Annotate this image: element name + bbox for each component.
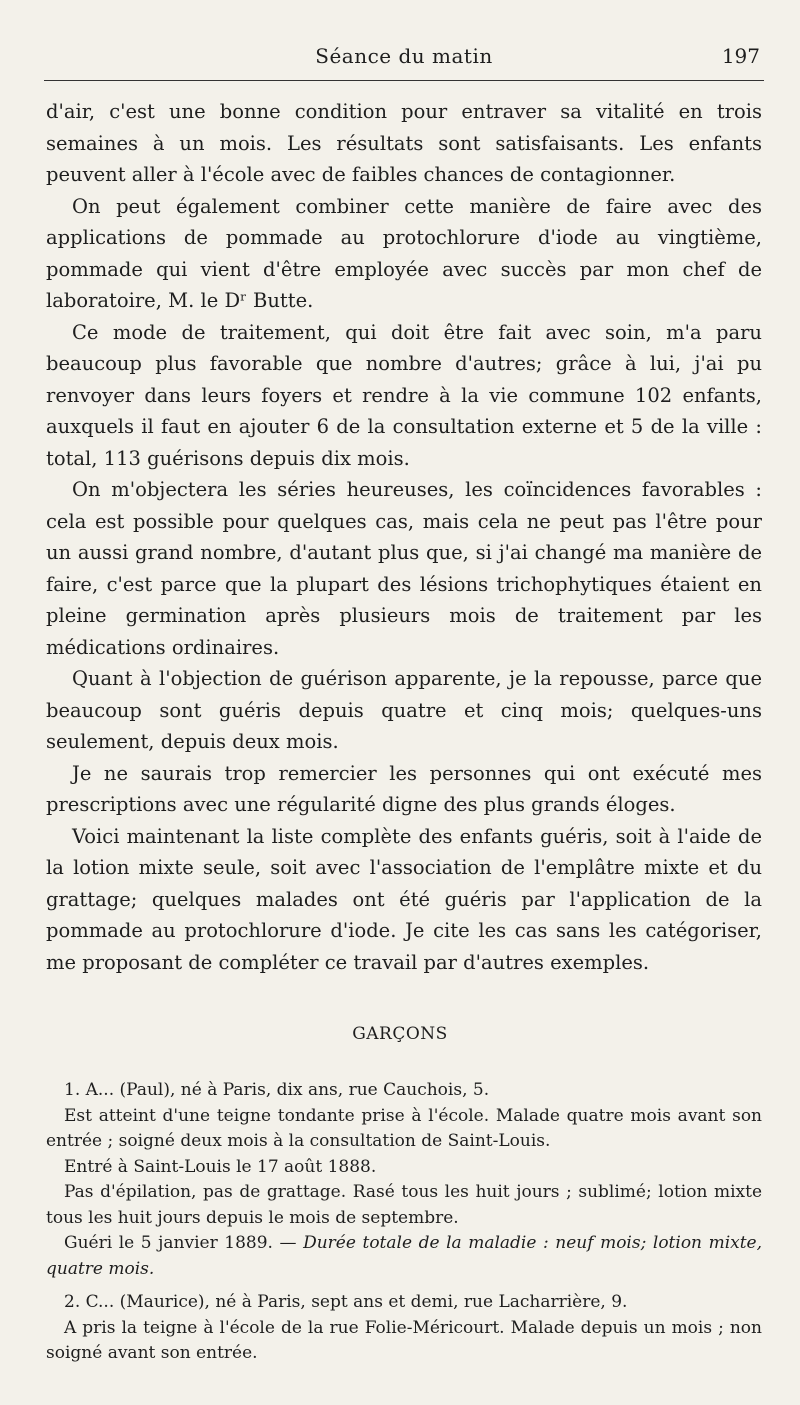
paragraph: Ce mode de traitement, qui doit être fait avec soin, m'a paru beaucoup plus favorable que nombre d'autres; grâce à lui, j'ai pu renvoyer dans leurs foyers et rendre à la vie commune 102 enfants, auxquels il faut en ajouter 6 de la consultation externe et 5 de la ville : total, 113 guérisons depuis dix mois. xyxy=(46,320,762,470)
paragraph: On peut également combiner cette manière de faire avec des applications de pommade au protochlorure d'iode au vingtième, pommade qui vient d'être employée avec succès par mon chef de laboratoire, M. le Dʳ Butte. xyxy=(46,194,762,312)
paragraph: Voici maintenant la liste complète des enfants guéris, soit à l'aide de la lotion mixte seule, soit avec l'association de l'emplâtre mixte et du grattage; quelques malades ont été guéris par l'application de la pommade au protochlorure d'iode. Je cite les cas sans les catégoriser, me proposant de compléter ce travail par d'autres exemples. xyxy=(46,824,762,974)
page-number: 197 xyxy=(721,44,760,68)
paragraph: d'air, c'est une bonne condition pour entraver sa vitalité en trois semaines à un mois. Les résultats sont satisfaisants. Les enfants peuvent aller à l'école avec de faibles chances de contagionner. xyxy=(46,100,762,186)
paragraph: On m'objectera les séries heureuses, les coïncidences favorables : cela est possible pour quelques cas, mais cela ne peut pas l'être pour un aussi grand nombre, d'autant plus que, si j'ai changé ma manière de faire, c'est parce que la plupart des lésions trichophytiques étaient en pleine germination après plusieurs mois de traitement par les médications ordinaires. xyxy=(46,478,762,659)
case-line: Entré à Saint-Louis le 17 août 1888. xyxy=(64,1156,377,1177)
case-line: A pris la teigne à l'école de la rue Folie-Méricourt. Malade depuis un mois ; non soigné avant son entrée. xyxy=(46,1317,762,1363)
case-line: Pas d'épilation, pas de grattage. Rasé tous les huit jours ; sublimé; lotion mixte tous les huit jours depuis le mois de septembre. xyxy=(46,1182,762,1228)
body-text xyxy=(46,96,762,978)
case-line: Est atteint d'une teigne tondante prise à l'école. Malade quatre mois avant son entrée ; soigné deux mois à la consultation de Saint-Louis. xyxy=(46,1105,762,1151)
paragraph: Quant à l'objection de guérison apparente, je la repousse, parce que beaucoup sont guéris depuis quatre et cinq mois; quelques-uns seulement, depuis deux mois. xyxy=(46,667,762,753)
section-heading: GARÇONS xyxy=(352,1024,448,1044)
case-summary-italic: Durée totale de la maladie : neuf mois; lotion mixte, quatre mois. xyxy=(46,1233,763,1279)
paragraph: Je ne saurais trop remercier les personnes qui ont exécuté mes prescriptions avec une régularité digne des plus grands éloges. xyxy=(46,761,762,816)
running-header xyxy=(44,40,764,74)
case-title: 2. C... (Maurice), né à Paris, sept ans et demi, rue Lacharrière, 9. xyxy=(64,1292,628,1312)
case-line-text: Guéri le 5 janvier 1889. — xyxy=(64,1233,304,1253)
case-line xyxy=(46,1231,762,1282)
header-rule xyxy=(44,80,764,81)
case-title: 1. A... (Paul), né à Paris, dix ans, rue Cauchois, 5. xyxy=(64,1080,490,1100)
case-list xyxy=(46,1078,762,1367)
running-title: Séance du matin xyxy=(315,44,493,68)
